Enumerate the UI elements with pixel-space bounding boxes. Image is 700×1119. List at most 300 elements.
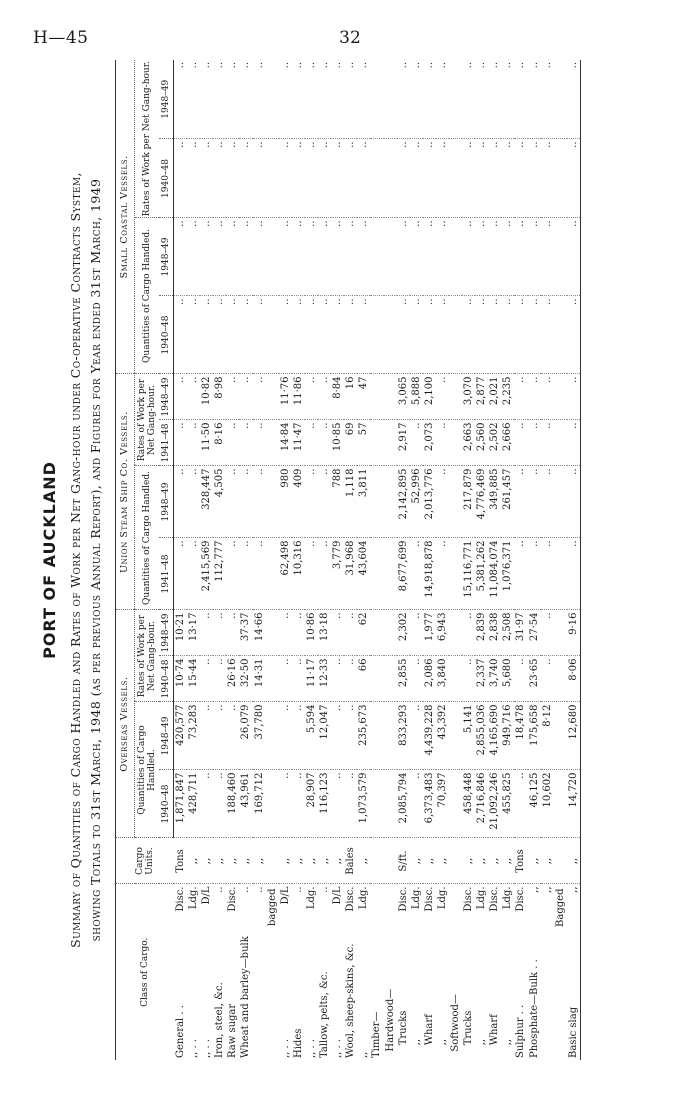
value-cell bbox=[384, 374, 397, 420]
value-cell: .. bbox=[253, 218, 279, 296]
value-cell: .. bbox=[344, 296, 357, 374]
handling-mode: Disc. bbox=[423, 886, 435, 912]
table-row bbox=[279, 60, 292, 1060]
value-cell: .. bbox=[344, 139, 357, 218]
page-reference: H—45 bbox=[33, 28, 89, 48]
cargo-class-name: ,, bbox=[358, 1051, 370, 1058]
value-cell: 43,604 bbox=[357, 538, 370, 610]
value-cell: 43,961 bbox=[239, 770, 252, 838]
value-cell: .. bbox=[305, 538, 318, 610]
cargo-class-cell bbox=[357, 884, 370, 1060]
value-cell: 4,439,228 bbox=[423, 702, 436, 770]
value-cell: .. bbox=[410, 770, 423, 838]
value-cell: .. bbox=[528, 139, 541, 218]
handling-mode: Ldg. bbox=[476, 886, 488, 910]
value-cell bbox=[384, 466, 397, 538]
value-cell: 458,448 bbox=[462, 770, 475, 838]
handling-mode: Ldg. bbox=[358, 886, 370, 910]
value-cell: .. bbox=[541, 466, 567, 538]
value-cell: .. bbox=[174, 60, 188, 139]
table-row bbox=[475, 60, 488, 1060]
value-cell: 10·82 bbox=[200, 374, 213, 420]
cargo-subclass: Bagged bbox=[554, 888, 566, 927]
table-row bbox=[239, 60, 252, 1060]
cargo-unit-cell: ,, bbox=[501, 838, 514, 884]
value-cell: 5,680 bbox=[501, 656, 514, 702]
value-cell bbox=[449, 139, 462, 218]
document-subtitle bbox=[66, 60, 106, 1060]
value-cell: .. bbox=[174, 466, 188, 538]
value-cell: 3,840 bbox=[436, 656, 449, 702]
cargo-class-cell bbox=[331, 884, 344, 1060]
value-cell: .. bbox=[528, 60, 541, 139]
value-cell bbox=[370, 466, 383, 538]
value-cell: .. bbox=[253, 420, 279, 466]
value-cell: 13·18 bbox=[318, 610, 331, 656]
cargo-unit-cell: ,, bbox=[239, 838, 252, 884]
value-cell: .. bbox=[541, 420, 567, 466]
value-cell: .. bbox=[436, 296, 449, 374]
value-cell: .. bbox=[357, 218, 370, 296]
table-row bbox=[397, 60, 410, 1060]
handling-mode: D/L bbox=[279, 886, 291, 905]
cargo-class-line bbox=[410, 887, 423, 1059]
value-cell: .. bbox=[344, 656, 357, 702]
header-year: 1948–49 bbox=[159, 466, 174, 538]
value-cell: .. bbox=[501, 60, 514, 139]
value-cell: 2,415,569 bbox=[200, 538, 213, 610]
value-cell: .. bbox=[528, 538, 541, 610]
value-cell: .. bbox=[174, 296, 188, 374]
cargo-subclass: bagged bbox=[266, 888, 278, 926]
value-cell: 116,123 bbox=[318, 770, 331, 838]
value-cell bbox=[384, 610, 397, 656]
handling-mode: .. bbox=[292, 886, 304, 893]
value-cell: 420,577 bbox=[174, 702, 188, 770]
table-row bbox=[423, 60, 436, 1060]
value-cell: .. bbox=[514, 218, 527, 296]
value-cell: .. bbox=[226, 139, 239, 218]
cargo-class-name: Raw sugar bbox=[227, 1003, 239, 1058]
value-cell: .. bbox=[200, 139, 213, 218]
value-cell: 28,907 bbox=[305, 770, 318, 838]
value-cell: 10·21 bbox=[174, 610, 188, 656]
value-cell: .. bbox=[253, 60, 279, 139]
table-row bbox=[501, 60, 514, 1060]
cargo-class-name: Trucks bbox=[397, 1010, 409, 1058]
value-cell: .. bbox=[213, 656, 226, 702]
value-cell: .. bbox=[253, 466, 279, 538]
value-cell: 11·50 bbox=[200, 420, 213, 466]
value-cell: 2,666 bbox=[501, 420, 514, 466]
value-cell: .. bbox=[514, 538, 527, 610]
cargo-class-name: Iron, steel, &c. bbox=[214, 982, 226, 1058]
value-cell: 2,337 bbox=[475, 656, 488, 702]
value-cell: .. bbox=[514, 420, 527, 466]
value-cell: 9·16 bbox=[567, 610, 581, 656]
value-cell: .. bbox=[397, 139, 410, 218]
cargo-class-name: Wheat and barley—bulk bbox=[240, 936, 252, 1058]
handling-mode: .. bbox=[214, 886, 226, 893]
value-cell: 11·86 bbox=[292, 374, 305, 420]
cargo-class-name: Wharf bbox=[423, 1014, 435, 1058]
value-cell: 217,879 bbox=[462, 466, 475, 538]
handling-mode: Disc. bbox=[463, 886, 475, 912]
value-cell: .. bbox=[279, 296, 292, 374]
cargo-class-line bbox=[501, 887, 514, 1059]
header-small-coastal-vessels: Small Coastal Vessels. bbox=[116, 60, 135, 374]
value-cell bbox=[449, 656, 462, 702]
cargo-class-cell bbox=[410, 884, 423, 1060]
value-cell: 37,780 bbox=[253, 702, 279, 770]
value-cell bbox=[449, 466, 462, 538]
value-cell: .. bbox=[331, 60, 344, 139]
value-cell: .. bbox=[410, 538, 423, 610]
table-row bbox=[514, 60, 527, 1060]
value-cell bbox=[384, 139, 397, 218]
value-cell: 73,283 bbox=[187, 702, 200, 770]
header-year: 1948–49 bbox=[159, 374, 174, 420]
value-cell: .. bbox=[410, 702, 423, 770]
value-cell: .. bbox=[226, 538, 239, 610]
value-cell: .. bbox=[318, 296, 331, 374]
value-cell: .. bbox=[292, 770, 305, 838]
handling-mode: Disc. bbox=[515, 886, 527, 912]
value-cell: 2,855,036 bbox=[475, 702, 488, 770]
value-cell: .. bbox=[488, 296, 501, 374]
value-cell: .. bbox=[318, 374, 331, 420]
value-cell: .. bbox=[187, 420, 200, 466]
value-cell: 10,316 bbox=[292, 538, 305, 610]
value-cell: .. bbox=[436, 60, 449, 139]
value-cell: .. bbox=[292, 139, 305, 218]
value-cell: .. bbox=[226, 610, 239, 656]
cargo-unit-cell: ,, bbox=[488, 838, 501, 884]
value-cell: 2,142,895 bbox=[397, 466, 410, 538]
value-cell: 14·31 bbox=[253, 656, 279, 702]
cargo-class-name: Sulphur . . bbox=[515, 1004, 527, 1058]
value-cell: .. bbox=[174, 420, 188, 466]
cargo-unit-cell: ,, bbox=[462, 838, 475, 884]
value-cell: 31·97 bbox=[514, 610, 527, 656]
handling-mode: Disc. bbox=[345, 886, 357, 912]
value-cell: .. bbox=[187, 466, 200, 538]
value-cell: .. bbox=[423, 218, 436, 296]
cargo-class-cell bbox=[501, 884, 514, 1060]
cargo-unit-cell: ,, bbox=[253, 838, 279, 884]
value-cell: .. bbox=[514, 60, 527, 139]
value-cell: .. bbox=[279, 770, 292, 838]
value-cell: .. bbox=[279, 218, 292, 296]
value-cell: .. bbox=[436, 374, 449, 420]
handling-mode: D/L bbox=[332, 886, 344, 905]
value-cell: 188,460 bbox=[226, 770, 239, 838]
value-cell: .. bbox=[331, 218, 344, 296]
header-year: 1941–48 bbox=[159, 420, 174, 466]
value-cell: .. bbox=[501, 218, 514, 296]
value-cell: 2,086 bbox=[423, 656, 436, 702]
value-cell: .. bbox=[318, 420, 331, 466]
value-cell: .. bbox=[331, 610, 344, 656]
cargo-unit-cell: ,, bbox=[305, 838, 318, 884]
value-cell bbox=[449, 538, 462, 610]
cargo-unit-cell: ,, bbox=[279, 838, 292, 884]
value-cell: 1,977 bbox=[423, 610, 436, 656]
cargo-unit-cell: ,, bbox=[541, 838, 567, 884]
value-cell: 14·66 bbox=[253, 610, 279, 656]
value-cell: 10·85 bbox=[331, 420, 344, 466]
value-cell bbox=[384, 770, 397, 838]
value-cell: .. bbox=[541, 656, 567, 702]
value-cell: .. bbox=[410, 139, 423, 218]
value-cell: 3,070 bbox=[462, 374, 475, 420]
cargo-class-name: Trucks bbox=[463, 1010, 475, 1058]
table-row bbox=[344, 60, 357, 1060]
value-cell: 57 bbox=[357, 420, 370, 466]
value-cell: .. bbox=[279, 60, 292, 139]
cargo-class-line bbox=[187, 887, 200, 1059]
page-number: 32 bbox=[339, 28, 361, 48]
cargo-class-line bbox=[279, 887, 292, 1059]
table-row bbox=[357, 60, 370, 1060]
cargo-class-name: Hides bbox=[292, 1028, 304, 1058]
value-cell: .. bbox=[213, 296, 226, 374]
value-cell: .. bbox=[397, 296, 410, 374]
value-cell: .. bbox=[226, 420, 239, 466]
cargo-unit-cell: ,, bbox=[187, 838, 200, 884]
cargo-unit-cell: S/ft. bbox=[397, 838, 410, 884]
value-cell: .. bbox=[200, 218, 213, 296]
handling-mode: Disc. bbox=[489, 886, 501, 912]
cargo-unit-cell: ,, bbox=[213, 838, 226, 884]
table-row bbox=[488, 60, 501, 1060]
value-cell bbox=[384, 296, 397, 374]
header-quantities-coastal: Quantities of Cargo Handled. bbox=[135, 218, 160, 374]
value-cell: 261,457 bbox=[501, 466, 514, 538]
value-cell: 14·84 bbox=[279, 420, 292, 466]
value-cell: 13·17 bbox=[187, 610, 200, 656]
value-cell: 46,125 bbox=[528, 770, 541, 838]
value-cell: 12·33 bbox=[318, 656, 331, 702]
value-cell: .. bbox=[239, 374, 252, 420]
cargo-class-line bbox=[436, 887, 449, 1059]
table-row bbox=[384, 60, 397, 1060]
value-cell bbox=[449, 296, 462, 374]
cargo-class-cell bbox=[174, 884, 188, 1060]
value-cell: .. bbox=[213, 60, 226, 139]
value-cell: .. bbox=[541, 296, 567, 374]
value-cell: 11·47 bbox=[292, 420, 305, 466]
value-cell: 949,716 bbox=[501, 702, 514, 770]
value-cell: 175,658 bbox=[528, 702, 541, 770]
value-cell bbox=[370, 610, 383, 656]
header-overseas-vessels: Overseas Vessels. bbox=[116, 610, 135, 838]
cargo-unit-cell bbox=[449, 838, 462, 884]
value-cell: 788 bbox=[331, 466, 344, 538]
cargo-class-cell bbox=[462, 884, 475, 1060]
header-union-steam-ship-vessels: Union Steam Ship Co. Vessels. bbox=[116, 374, 135, 610]
value-cell: .. bbox=[541, 139, 567, 218]
cargo-class-line bbox=[462, 887, 475, 1059]
value-cell: .. bbox=[253, 296, 279, 374]
subtitle-line-2: showing Totals to 31st March, 1948 (as per previous Annual Report), and Figures for Year ended 31st March, 1949 bbox=[88, 178, 103, 942]
table-row bbox=[436, 60, 449, 1060]
value-cell: .. bbox=[488, 218, 501, 296]
value-cell: .. bbox=[567, 296, 581, 374]
value-cell bbox=[370, 374, 383, 420]
value-cell: 26,079 bbox=[239, 702, 252, 770]
cargo-class-name: Hardwood— bbox=[384, 988, 396, 1058]
value-cell: .. bbox=[475, 296, 488, 374]
value-cell bbox=[384, 60, 397, 139]
header-quantities-overseas: Quantities of Cargo Handled. bbox=[135, 702, 160, 838]
value-cell: .. bbox=[475, 218, 488, 296]
value-cell bbox=[384, 702, 397, 770]
cargo-class-cell bbox=[292, 884, 305, 1060]
cargo-class-line bbox=[384, 887, 397, 1059]
cargo-class-line bbox=[528, 887, 541, 1059]
cargo-class-name: ,, bbox=[410, 1038, 422, 1058]
value-cell: .. bbox=[436, 538, 449, 610]
value-cell: 8·98 bbox=[213, 374, 226, 420]
value-cell: .. bbox=[514, 770, 527, 838]
value-cell: .. bbox=[567, 374, 581, 420]
subtitle-line-1: Summary of Quantities of Cargo Handled and Rates of Work per Net Gang-hour under Co-operative Contracts System, bbox=[68, 172, 83, 948]
cargo-class-line bbox=[567, 887, 580, 1059]
value-cell: .. bbox=[514, 656, 527, 702]
value-cell: .. bbox=[318, 139, 331, 218]
value-cell: .. bbox=[187, 218, 200, 296]
value-cell: .. bbox=[410, 420, 423, 466]
value-cell: .. bbox=[462, 296, 475, 374]
header-year: 1948–49 bbox=[159, 702, 174, 770]
document-title: PORT OF AUCKLAND bbox=[40, 461, 59, 659]
value-cell: .. bbox=[357, 139, 370, 218]
value-cell: .. bbox=[541, 218, 567, 296]
handling-mode: Disc. bbox=[174, 886, 186, 912]
value-cell: .. bbox=[514, 139, 527, 218]
value-cell: .. bbox=[279, 702, 292, 770]
handling-mode-line bbox=[541, 887, 554, 1059]
value-cell: 428,711 bbox=[187, 770, 200, 838]
table-row bbox=[226, 60, 239, 1060]
value-cell: .. bbox=[200, 610, 213, 656]
value-cell: .. bbox=[344, 610, 357, 656]
cargo-class-name: ,, . . bbox=[201, 1038, 213, 1058]
value-cell: .. bbox=[501, 296, 514, 374]
value-cell: 1,073,579 bbox=[357, 770, 370, 838]
value-cell: .. bbox=[344, 218, 357, 296]
value-cell: .. bbox=[226, 60, 239, 139]
handling-mode: ,, bbox=[541, 886, 553, 893]
value-cell: 62,498 bbox=[279, 538, 292, 610]
value-cell: .. bbox=[226, 466, 239, 538]
value-cell: 8·06 bbox=[567, 656, 581, 702]
value-cell: .. bbox=[567, 60, 581, 139]
value-cell: .. bbox=[200, 702, 213, 770]
value-cell: .. bbox=[528, 296, 541, 374]
handling-mode: Disc. bbox=[397, 886, 409, 912]
value-cell: .. bbox=[331, 296, 344, 374]
table-row bbox=[541, 60, 567, 1060]
value-cell: .. bbox=[397, 60, 410, 139]
value-cell: 6,943 bbox=[436, 610, 449, 656]
value-cell: 1,118 bbox=[344, 466, 357, 538]
value-cell: .. bbox=[292, 218, 305, 296]
value-cell: .. bbox=[174, 139, 188, 218]
table-row bbox=[318, 60, 331, 1060]
value-cell: 2,085,794 bbox=[397, 770, 410, 838]
handling-mode: ,, bbox=[567, 886, 579, 893]
cargo-class-cell bbox=[567, 884, 581, 1060]
value-cell: .. bbox=[423, 296, 436, 374]
value-cell: .. bbox=[541, 610, 567, 656]
value-cell: .. bbox=[462, 610, 475, 656]
value-cell bbox=[384, 538, 397, 610]
value-cell bbox=[370, 218, 383, 296]
value-cell: .. bbox=[541, 60, 567, 139]
value-cell: .. bbox=[174, 374, 188, 420]
value-cell: 2,073 bbox=[423, 420, 436, 466]
cargo-class-cell bbox=[187, 884, 200, 1060]
header-rates-coastal: Rates of Work per Net Gang-hour. bbox=[135, 60, 160, 218]
value-cell: .. bbox=[514, 296, 527, 374]
value-cell: .. bbox=[305, 420, 318, 466]
value-cell bbox=[449, 420, 462, 466]
value-cell: .. bbox=[279, 656, 292, 702]
header-year: 1940–48 bbox=[159, 770, 174, 838]
value-cell: .. bbox=[541, 374, 567, 420]
table-row bbox=[331, 60, 344, 1060]
value-cell: 18,478 bbox=[514, 702, 527, 770]
value-cell: .. bbox=[253, 374, 279, 420]
value-cell: 14,918,878 bbox=[423, 538, 436, 610]
value-cell: 1,076,371 bbox=[501, 538, 514, 610]
value-cell: .. bbox=[239, 296, 252, 374]
value-cell: 8·84 bbox=[331, 374, 344, 420]
value-cell: .. bbox=[213, 218, 226, 296]
value-cell: .. bbox=[253, 139, 279, 218]
value-cell: 2,839 bbox=[475, 610, 488, 656]
value-cell bbox=[384, 420, 397, 466]
value-cell: .. bbox=[292, 60, 305, 139]
value-cell: 3,779 bbox=[331, 538, 344, 610]
cargo-unit-cell: Tons bbox=[514, 838, 527, 884]
handling-mode: Ldg. bbox=[305, 886, 317, 910]
header-class-of-cargo: Class of Cargo. bbox=[116, 884, 174, 1060]
cargo-class-cell bbox=[226, 884, 239, 1060]
value-cell: .. bbox=[423, 139, 436, 218]
cargo-class-line bbox=[423, 887, 436, 1059]
value-cell: .. bbox=[436, 420, 449, 466]
cargo-unit-cell: ,, bbox=[200, 838, 213, 884]
header-year: 1948–49 bbox=[159, 218, 174, 296]
cargo-class-cell bbox=[200, 884, 213, 1060]
cargo-class-cell bbox=[279, 884, 292, 1060]
value-cell: .. bbox=[410, 610, 423, 656]
cargo-class-line bbox=[370, 887, 383, 1059]
value-cell bbox=[449, 610, 462, 656]
cargo-unit-cell: ,, bbox=[567, 838, 581, 884]
cargo-class-name: ,, bbox=[502, 1038, 514, 1058]
cargo-class-line bbox=[397, 887, 410, 1059]
value-cell: 2,502 bbox=[488, 420, 501, 466]
value-cell: 2,917 bbox=[397, 420, 410, 466]
cargo-unit-cell: ,, bbox=[331, 838, 344, 884]
table-row bbox=[370, 60, 383, 1060]
cargo-unit-cell: Tons bbox=[174, 838, 188, 884]
table-row bbox=[305, 60, 318, 1060]
